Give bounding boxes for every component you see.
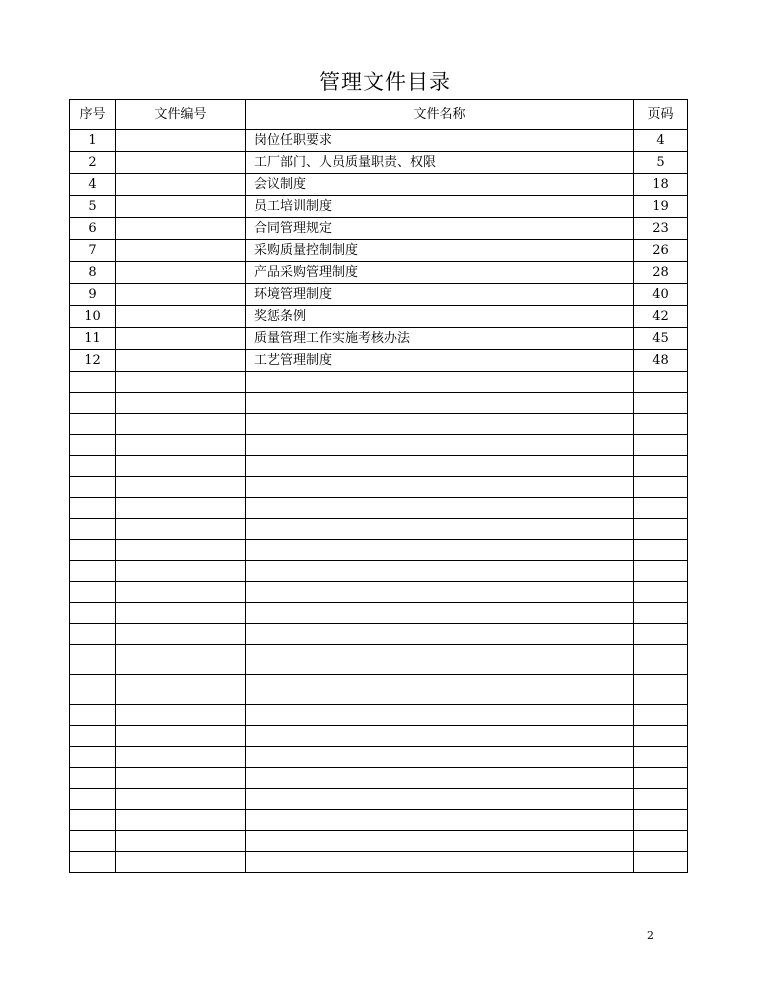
table-row: [70, 218, 688, 240]
empty-cell: [634, 603, 688, 624]
empty-cell: [70, 435, 116, 456]
file-index-table: [69, 99, 688, 873]
empty-table-row: [70, 645, 688, 675]
empty-cell: [246, 519, 634, 540]
cell-file-code: [116, 152, 246, 174]
empty-cell: [70, 726, 116, 747]
cell-file-name: 会议制度: [246, 174, 634, 196]
empty-cell: [116, 789, 246, 810]
empty-cell: [246, 726, 634, 747]
empty-cell: [116, 393, 246, 414]
empty-cell: [246, 603, 634, 624]
empty-table-row: [70, 852, 688, 873]
empty-cell: [246, 768, 634, 789]
cell-page: 4: [634, 130, 688, 152]
empty-cell: [70, 705, 116, 726]
empty-cell: [70, 789, 116, 810]
table-row: [70, 196, 688, 218]
empty-cell: [634, 498, 688, 519]
empty-cell: [116, 603, 246, 624]
empty-cell: [634, 705, 688, 726]
empty-cell: [116, 810, 246, 831]
cell-file-name: 合同管理规定: [246, 218, 634, 240]
empty-cell: [634, 675, 688, 705]
cell-file-code: [116, 196, 246, 218]
empty-table-row: [70, 810, 688, 831]
cell-file-code: [116, 306, 246, 328]
cell-page: 42: [634, 306, 688, 328]
cell-file-code: [116, 262, 246, 284]
cell-page: 26: [634, 240, 688, 262]
empty-cell: [116, 414, 246, 435]
table-header-row: [70, 100, 688, 130]
empty-cell: [70, 768, 116, 789]
empty-cell: [246, 540, 634, 561]
empty-cell: [70, 477, 116, 498]
cell-seq: 12: [70, 350, 116, 372]
cell-file-code: [116, 284, 246, 306]
cell-file-name: 采购质量控制制度: [246, 240, 634, 262]
empty-cell: [70, 582, 116, 603]
cell-page: 45: [634, 328, 688, 350]
empty-table-row: [70, 519, 688, 540]
empty-cell: [70, 675, 116, 705]
empty-cell: [634, 393, 688, 414]
empty-table-row: [70, 540, 688, 561]
empty-cell: [246, 498, 634, 519]
empty-table-row: [70, 477, 688, 498]
empty-cell: [246, 675, 634, 705]
header-file-code: 文件编号: [116, 100, 246, 130]
empty-table-row: [70, 747, 688, 768]
empty-table-row: [70, 705, 688, 726]
empty-cell: [634, 414, 688, 435]
cell-seq: 5: [70, 196, 116, 218]
empty-cell: [70, 372, 116, 393]
empty-cell: [634, 582, 688, 603]
cell-file-code: [116, 240, 246, 262]
cell-page: 23: [634, 218, 688, 240]
cell-file-code: [116, 174, 246, 196]
empty-cell: [70, 414, 116, 435]
empty-cell: [634, 645, 688, 675]
empty-cell: [116, 747, 246, 768]
cell-page: 40: [634, 284, 688, 306]
empty-cell: [246, 582, 634, 603]
empty-table-row: [70, 372, 688, 393]
empty-cell: [634, 435, 688, 456]
cell-seq: 4: [70, 174, 116, 196]
empty-cell: [70, 645, 116, 675]
empty-table-row: [70, 726, 688, 747]
empty-table-row: [70, 675, 688, 705]
cell-seq: 1: [70, 130, 116, 152]
empty-cell: [70, 456, 116, 477]
empty-table-row: [70, 768, 688, 789]
header-page: 页码: [634, 100, 688, 130]
table-row: [70, 350, 688, 372]
cell-file-code: [116, 328, 246, 350]
empty-cell: [246, 477, 634, 498]
empty-cell: [116, 456, 246, 477]
cell-seq: 10: [70, 306, 116, 328]
cell-file-name: 员工培训制度: [246, 196, 634, 218]
empty-cell: [246, 705, 634, 726]
empty-cell: [634, 852, 688, 873]
empty-cell: [246, 810, 634, 831]
empty-cell: [634, 747, 688, 768]
empty-cell: [634, 726, 688, 747]
empty-cell: [116, 705, 246, 726]
cell-file-code: [116, 350, 246, 372]
cell-file-name: 工厂部门、人员质量职责、权限: [246, 152, 634, 174]
table-row: [70, 174, 688, 196]
empty-cell: [116, 726, 246, 747]
empty-cell: [246, 747, 634, 768]
empty-cell: [70, 810, 116, 831]
empty-cell: [246, 852, 634, 873]
empty-cell: [116, 831, 246, 852]
cell-seq: 2: [70, 152, 116, 174]
cell-seq: 9: [70, 284, 116, 306]
empty-cell: [246, 624, 634, 645]
empty-cell: [70, 393, 116, 414]
empty-table-row: [70, 456, 688, 477]
table-row: [70, 262, 688, 284]
empty-cell: [116, 372, 246, 393]
cell-page: 28: [634, 262, 688, 284]
empty-table-row: [70, 561, 688, 582]
empty-table-row: [70, 603, 688, 624]
cell-file-name: 质量管理工作实施考核办法: [246, 328, 634, 350]
empty-cell: [634, 519, 688, 540]
empty-cell: [116, 645, 246, 675]
empty-cell: [70, 540, 116, 561]
empty-cell: [70, 561, 116, 582]
empty-cell: [70, 624, 116, 645]
empty-cell: [634, 540, 688, 561]
empty-cell: [246, 561, 634, 582]
cell-file-name: 工艺管理制度: [246, 350, 634, 372]
cell-seq: 11: [70, 328, 116, 350]
table-row: [70, 284, 688, 306]
empty-cell: [634, 768, 688, 789]
cell-file-name: 环境管理制度: [246, 284, 634, 306]
cell-seq: 7: [70, 240, 116, 262]
empty-cell: [246, 393, 634, 414]
header-file-name: 文件名称: [246, 100, 634, 130]
empty-table-row: [70, 789, 688, 810]
empty-cell: [634, 789, 688, 810]
empty-cell: [634, 372, 688, 393]
empty-cell: [70, 603, 116, 624]
empty-cell: [246, 414, 634, 435]
cell-file-code: [116, 218, 246, 240]
empty-cell: [116, 498, 246, 519]
empty-cell: [634, 624, 688, 645]
empty-cell: [246, 456, 634, 477]
table-row: [70, 328, 688, 350]
table-row: [70, 306, 688, 328]
empty-table-row: [70, 498, 688, 519]
header-seq: 序号: [70, 100, 116, 130]
empty-table-row: [70, 624, 688, 645]
empty-cell: [634, 477, 688, 498]
empty-cell: [70, 831, 116, 852]
empty-cell: [116, 852, 246, 873]
empty-cell: [116, 675, 246, 705]
empty-cell: [634, 456, 688, 477]
empty-table-row: [70, 582, 688, 603]
cell-seq: 6: [70, 218, 116, 240]
empty-cell: [116, 768, 246, 789]
empty-cell: [634, 810, 688, 831]
cell-page: 18: [634, 174, 688, 196]
empty-cell: [70, 519, 116, 540]
empty-cell: [116, 540, 246, 561]
empty-cell: [634, 561, 688, 582]
empty-cell: [70, 852, 116, 873]
cell-file-code: [116, 130, 246, 152]
empty-cell: [634, 831, 688, 852]
empty-table-row: [70, 435, 688, 456]
empty-cell: [246, 645, 634, 675]
empty-cell: [116, 435, 246, 456]
empty-cell: [246, 435, 634, 456]
cell-file-name: 产品采购管理制度: [246, 262, 634, 284]
empty-cell: [246, 789, 634, 810]
cell-file-name: 奖惩条例: [246, 306, 634, 328]
document-title: 管理文件目录: [319, 70, 451, 94]
empty-cell: [116, 477, 246, 498]
empty-cell: [246, 372, 634, 393]
empty-cell: [116, 519, 246, 540]
page-number: 2: [647, 929, 654, 942]
cell-page: 48: [634, 350, 688, 372]
cell-seq: 8: [70, 262, 116, 284]
empty-cell: [70, 498, 116, 519]
empty-cell: [116, 582, 246, 603]
empty-table-row: [70, 414, 688, 435]
empty-table-row: [70, 393, 688, 414]
cell-page: 19: [634, 196, 688, 218]
empty-cell: [70, 747, 116, 768]
empty-table-row: [70, 831, 688, 852]
cell-page: 5: [634, 152, 688, 174]
table-row: [70, 130, 688, 152]
empty-cell: [246, 831, 634, 852]
table-row: [70, 152, 688, 174]
empty-cell: [116, 561, 246, 582]
empty-cell: [116, 624, 246, 645]
table-row: [70, 240, 688, 262]
cell-file-name: 岗位任职要求: [246, 130, 634, 152]
